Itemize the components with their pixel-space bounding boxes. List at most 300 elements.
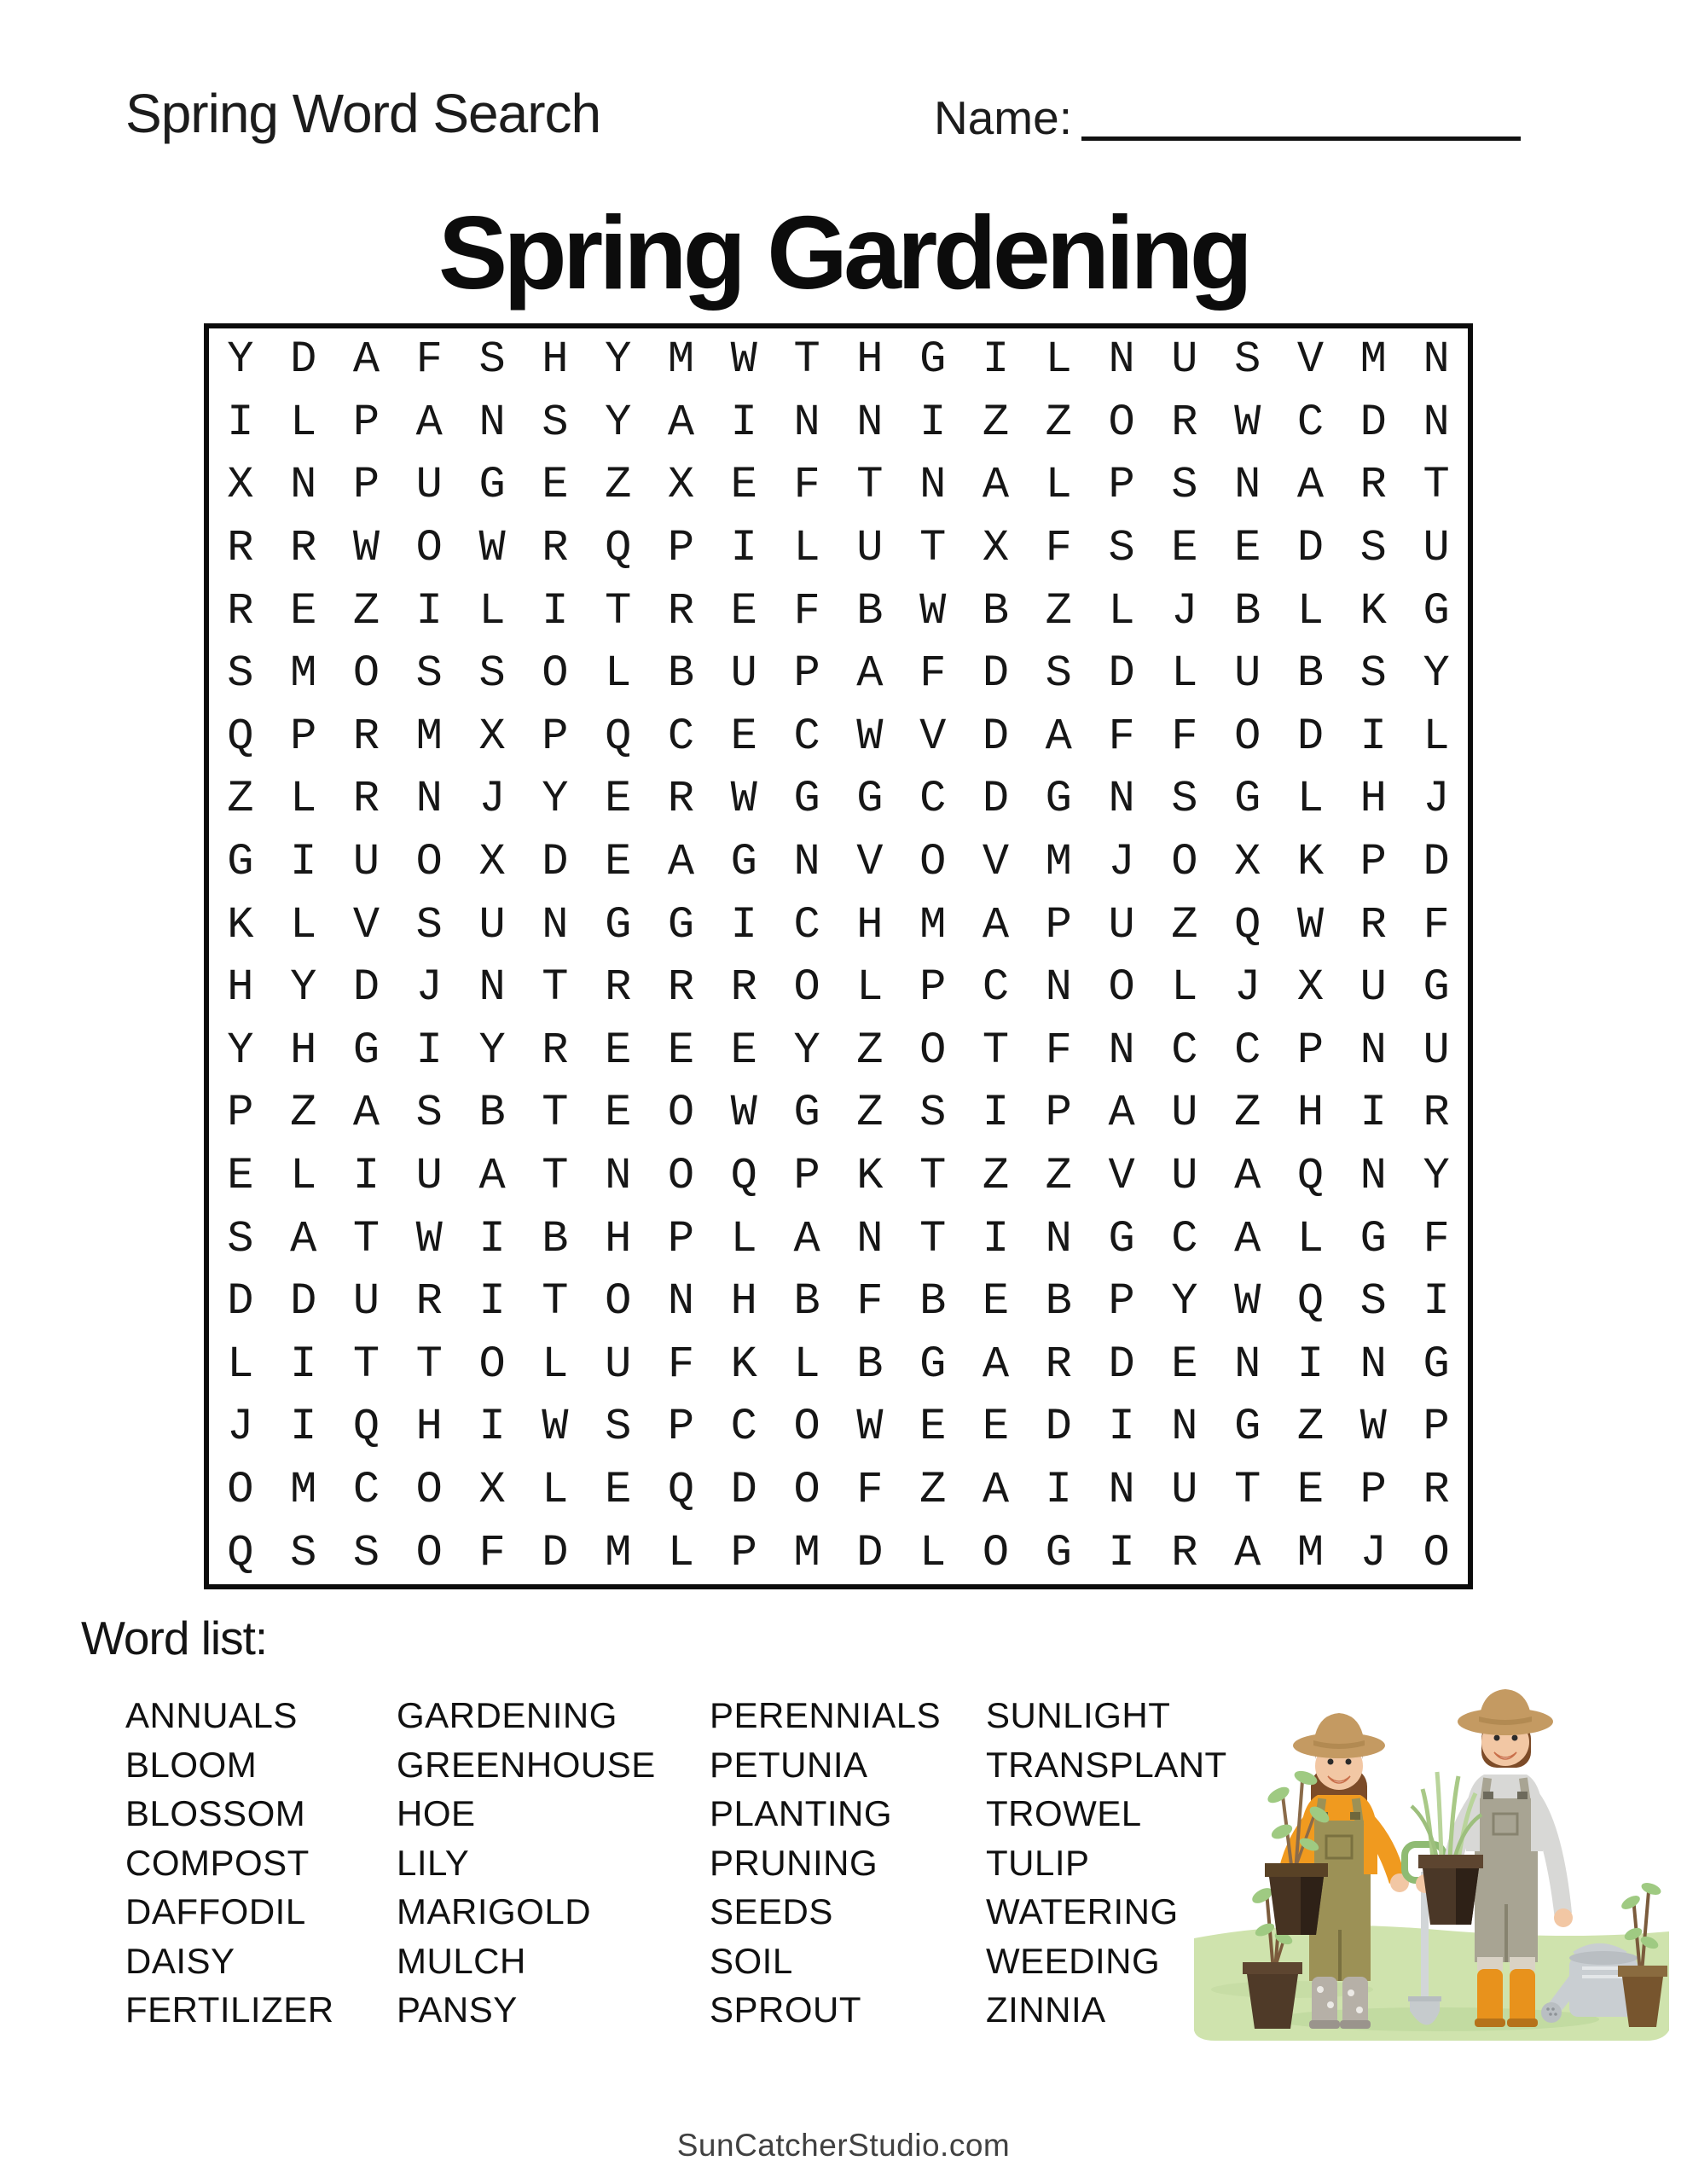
grid-letter: E (290, 585, 317, 636)
grid-letter: R (290, 523, 317, 574)
grid-letter: S (1171, 774, 1198, 825)
grid-letter: P (1108, 460, 1135, 511)
grid-letter: O (919, 1025, 947, 1076)
grid-letter: N (1108, 1025, 1135, 1076)
grid-letter: E (982, 1276, 1010, 1327)
grid-letter: K (1359, 585, 1387, 636)
grid-letter: H (1296, 1088, 1325, 1139)
word-list-item: PETUNIA (710, 1744, 868, 1785)
grid-letter: Q (667, 1465, 695, 1516)
grid-letter: E (1171, 1339, 1198, 1390)
grid-letter: R (352, 774, 380, 825)
grid-letter: O (667, 1088, 695, 1139)
grid-letter: F (1423, 1213, 1450, 1264)
grid-letter: Z (1171, 899, 1198, 950)
grid-letter: Q (227, 1527, 254, 1578)
grid-letter: Z (1045, 1151, 1072, 1202)
grid-letter: G (1423, 585, 1450, 636)
grid-letter: O (415, 837, 443, 888)
grid-letter: R (1359, 899, 1387, 950)
grid-letter: H (856, 334, 884, 386)
grid-letter: A (352, 1088, 380, 1139)
grid-letter: D (982, 648, 1010, 700)
grid-letter: Y (1423, 1151, 1450, 1202)
grid-letter: B (1045, 1276, 1072, 1327)
grid-letter: E (605, 1465, 632, 1516)
grid-letter: P (290, 711, 317, 762)
grid-letter: E (667, 1025, 695, 1076)
grid-letter: P (667, 1213, 695, 1264)
word-list-item: MARIGOLD (397, 1891, 592, 1931)
grid-letter: M (415, 711, 443, 762)
grid-letter: J (1423, 774, 1450, 825)
grid-letter: I (1423, 1276, 1450, 1327)
grid-letter: B (856, 585, 884, 636)
grid-letter: L (290, 774, 317, 825)
grid-letter: Q (605, 523, 632, 574)
grid-letter: D (1359, 397, 1387, 448)
grid-letter: G (352, 1025, 380, 1076)
grid-letter: F (793, 585, 820, 636)
grid-letter: Y (1423, 648, 1450, 700)
word-list-item: BLOOM (125, 1744, 258, 1785)
grid-letter: G (667, 899, 695, 950)
grid-letter: G (1234, 774, 1261, 825)
grid-letter: S (1234, 334, 1261, 386)
word-list-item: LILY (397, 1842, 470, 1883)
grid-letter: R (1359, 460, 1387, 511)
grid-letter: L (290, 899, 317, 950)
grid-letter: L (856, 962, 884, 1014)
grid-letter: W (1234, 1276, 1261, 1327)
grid-letter: C (793, 899, 820, 950)
grid-letter: X (1296, 962, 1325, 1014)
grid-letter: U (1171, 1465, 1198, 1516)
grid-letter: L (793, 1339, 820, 1390)
grid-letter: R (227, 523, 254, 574)
grid-letter: C (982, 962, 1010, 1014)
grid-letter: F (1423, 899, 1450, 950)
grid-letter: R (352, 711, 380, 762)
grid-letter: K (730, 1339, 757, 1390)
grid-letter: N (1359, 1339, 1387, 1390)
grid-letter: T (856, 460, 884, 511)
grid-letter: D (856, 1527, 884, 1578)
grid-letter: L (605, 648, 632, 700)
grid-letter: O (919, 837, 947, 888)
grid-letter: W (478, 523, 506, 574)
grid-letter: C (919, 774, 947, 825)
grid-letter: B (542, 1213, 569, 1264)
grid-letter: O (478, 1339, 506, 1390)
word-list-item: SEEDS (710, 1891, 833, 1931)
grid-letter: X (478, 1465, 506, 1516)
word-search-grid (204, 323, 1473, 1589)
grid-letter: L (290, 1151, 317, 1202)
grid-letter: A (856, 648, 884, 700)
grid-letter: U (1171, 1151, 1198, 1202)
grid-letter: T (352, 1339, 380, 1390)
grid-letter: Y (227, 334, 254, 386)
word-list-item: PRUNING (710, 1842, 878, 1883)
word-list-item: SPROUT (710, 1989, 862, 2030)
grid-letter: I (1045, 1465, 1072, 1516)
word-list-item: GREENHOUSE (397, 1744, 656, 1785)
grid-letter: M (667, 334, 695, 386)
grid-letter: P (227, 1088, 254, 1139)
grid-letter: A (290, 1213, 317, 1264)
grid-letter: U (415, 1151, 443, 1202)
grid-letter: O (793, 962, 820, 1014)
grid-letter: F (919, 648, 947, 700)
grid-letter: I (1359, 1088, 1387, 1139)
grid-letter: J (415, 962, 443, 1014)
grid-letter: I (1359, 711, 1387, 762)
grid-letter: F (1108, 711, 1135, 762)
grid-letter: F (667, 1339, 695, 1390)
grid-letter: D (1108, 1339, 1135, 1390)
grid-letter: E (730, 1025, 757, 1076)
grid-letter: N (1108, 1465, 1135, 1516)
grid-letter: M (290, 1465, 317, 1516)
grid-letter: U (1108, 899, 1135, 950)
grid-letter: E (730, 460, 757, 511)
grid-letter: S (352, 1527, 380, 1578)
grid-letter: Z (352, 585, 380, 636)
grid-letter: I (730, 523, 757, 574)
grid-letter: U (1423, 1025, 1450, 1076)
grid-letter: H (415, 1402, 443, 1453)
word-list-item: SUNLIGHT (986, 1695, 1171, 1735)
grid-letter: C (1171, 1213, 1198, 1264)
grid-letter: N (290, 460, 317, 511)
grid-letter: P (793, 648, 820, 700)
grid-letter: P (352, 397, 380, 448)
grid-letter: G (730, 837, 757, 888)
word-list-item: HOE (397, 1793, 476, 1833)
grid-letter: T (919, 1151, 947, 1202)
grid-letter: N (605, 1151, 632, 1202)
grid-letter: S (1359, 523, 1387, 574)
grid-letter: F (856, 1276, 884, 1327)
grid-letter: G (227, 837, 254, 888)
grid-letter: M (605, 1527, 632, 1578)
grid-letter: P (1296, 1025, 1325, 1076)
grid-letter: N (667, 1276, 695, 1327)
grid-letter: D (1296, 711, 1325, 762)
grid-letter: X (1234, 837, 1261, 888)
sun-hat (1293, 1713, 1385, 1758)
grid-letter: A (1045, 711, 1072, 762)
grid-letter: K (1296, 837, 1325, 888)
grid-letter: W (730, 334, 757, 386)
grid-letter: B (1234, 585, 1261, 636)
grid-letter: Y (1171, 1276, 1198, 1327)
grid-letter: L (478, 585, 506, 636)
grid-letter: B (919, 1276, 947, 1327)
word-list-item: PLANTING (710, 1793, 893, 1833)
grid-letter: L (1423, 711, 1450, 762)
grid-letter: V (856, 837, 884, 888)
grid-letter: I (1108, 1402, 1135, 1453)
name-blank-line (1081, 136, 1521, 141)
grid-letter: P (667, 1402, 695, 1453)
word-list-item: ZINNIA (986, 1989, 1106, 2030)
grid-letter: A (793, 1213, 820, 1264)
grid-letter: I (730, 397, 757, 448)
grid-letter: N (478, 962, 506, 1014)
grid-letter: Q (1296, 1151, 1325, 1202)
grid-letter: R (1171, 1527, 1198, 1578)
grid-letter: U (856, 523, 884, 574)
grid-letter: W (730, 1088, 757, 1139)
grid-letter: L (1296, 1213, 1325, 1264)
grid-letter: Z (290, 1088, 317, 1139)
grid-letter: I (290, 1339, 317, 1390)
grid-letter: Y (478, 1025, 506, 1076)
grid-letter: J (1359, 1527, 1387, 1578)
grid-letter: N (1359, 1151, 1387, 1202)
grid-letter: O (605, 1276, 632, 1327)
grid-letter: L (1045, 460, 1072, 511)
grid-letter: A (1234, 1527, 1261, 1578)
grid-letter: P (542, 711, 569, 762)
grid-letter: I (227, 397, 254, 448)
grid-letter: T (415, 1339, 443, 1390)
grid-letter: G (1359, 1213, 1387, 1264)
grid-letter: R (667, 585, 695, 636)
grid-letter: D (730, 1465, 757, 1516)
grid-letter: G (1045, 774, 1072, 825)
grid-letter: A (1296, 460, 1325, 511)
grid-letter: O (982, 1527, 1010, 1578)
word-list-item: COMPOST (125, 1842, 310, 1883)
grid-letter: S (605, 1402, 632, 1453)
grid-letter: I (919, 397, 947, 448)
grid-letter: I (478, 1402, 506, 1453)
grid-letter: L (793, 523, 820, 574)
grid-letter: Y (290, 962, 317, 1014)
grid-letter: T (793, 334, 820, 386)
grid-letter: Y (542, 774, 569, 825)
grid-letter: M (793, 1527, 820, 1578)
grid-letter: G (605, 899, 632, 950)
grid-letter: E (605, 837, 632, 888)
word-list-item: PERENNIALS (710, 1695, 942, 1735)
grid-letter: I (730, 899, 757, 950)
grid-letter: L (1296, 585, 1325, 636)
grid-letter: S (1359, 648, 1387, 700)
grid-letter: N (793, 397, 820, 448)
grid-letter: A (352, 334, 380, 386)
grid-letter: E (919, 1402, 947, 1453)
grid-letter: E (730, 711, 757, 762)
grid-letter: P (1359, 837, 1387, 888)
grid-letter: V (1108, 1151, 1135, 1202)
grid-letter: B (667, 648, 695, 700)
grid-letter: S (227, 648, 254, 700)
grid-letter: U (1171, 334, 1198, 386)
grid-letter: I (1296, 1339, 1325, 1390)
grid-letter: J (1234, 962, 1261, 1014)
grid-letter: D (1045, 1402, 1072, 1453)
grid-letter: S (1045, 648, 1072, 700)
grid-letter: P (1108, 1276, 1135, 1327)
grid-letter: S (1108, 523, 1135, 574)
word-list-item: PANSY (397, 1989, 518, 2030)
grid-letter: I (290, 837, 317, 888)
grid-letter: D (1296, 523, 1325, 574)
grid-letter: R (542, 1025, 569, 1076)
grid-letter: S (542, 397, 569, 448)
grid-letter: D (1423, 837, 1450, 888)
grid-letter: U (352, 837, 380, 888)
grid-letter: P (730, 1527, 757, 1578)
grid-letter: D (227, 1276, 254, 1327)
grid-letter: R (1171, 397, 1198, 448)
puzzle-title: Spring Gardening (438, 195, 1249, 311)
grid-letter: A (478, 1151, 506, 1202)
grid-letter: O (1108, 397, 1135, 448)
grid-letter: I (415, 1025, 443, 1076)
grid-letter: Z (1045, 397, 1072, 448)
grid-letter: G (478, 460, 506, 511)
grid-letter: T (919, 1213, 947, 1264)
grid-letter: P (667, 523, 695, 574)
grid-letter: Y (605, 397, 632, 448)
grid-letter: J (478, 774, 506, 825)
grid-letter: G (793, 1088, 820, 1139)
grid-letter: T (542, 1088, 569, 1139)
grid-letter: Q (227, 711, 254, 762)
grid-letter: F (856, 1465, 884, 1516)
grid-letter: Z (982, 397, 1010, 448)
grid-letter: J (1171, 585, 1198, 636)
grid-letter: D (982, 711, 1010, 762)
grid-letter: U (1171, 1088, 1198, 1139)
grid-letter: R (1045, 1339, 1072, 1390)
word-list-item: GARDENING (397, 1695, 617, 1735)
grid-letter: T (982, 1025, 1010, 1076)
grid-letter: M (919, 899, 947, 950)
grid-letter: C (730, 1402, 757, 1453)
grid-letter: A (982, 1339, 1010, 1390)
grid-letter: D (1108, 648, 1135, 700)
grid-letter: Z (1045, 585, 1072, 636)
grid-letter: D (290, 334, 317, 386)
word-list-column (125, 1691, 334, 2035)
grid-letter: Y (793, 1025, 820, 1076)
grid-letter: I (542, 585, 569, 636)
grid-letter: I (478, 1276, 506, 1327)
grid-letter: O (415, 523, 443, 574)
grid-letter: Z (919, 1465, 947, 1516)
grid-letter: P (352, 460, 380, 511)
grid-letter: A (982, 460, 1010, 511)
grid-letter: H (542, 334, 569, 386)
grid-letter: W (856, 1402, 884, 1453)
grid-letter: A (415, 397, 443, 448)
grid-letter: V (982, 837, 1010, 888)
grid-letter: R (1423, 1465, 1450, 1516)
grid-letter: V (352, 899, 380, 950)
grid-letter: T (919, 523, 947, 574)
grid-letter: T (1423, 460, 1450, 511)
grid-letter: W (352, 523, 380, 574)
grid-letter: H (290, 1025, 317, 1076)
grid-letter: P (919, 962, 947, 1014)
grid-letter: E (1296, 1465, 1325, 1516)
grid-letter: L (542, 1339, 569, 1390)
word-list-item: BLOSSOM (125, 1793, 306, 1833)
grid-letter: O (415, 1527, 443, 1578)
grid-letter: L (1108, 585, 1135, 636)
grid-letter: W (1234, 397, 1261, 448)
word-list-item: DAFFODIL (125, 1891, 306, 1931)
grid-letter: S (415, 648, 443, 700)
grid-letter: S (227, 1213, 254, 1264)
grid-letter: Z (856, 1088, 884, 1139)
grid-letter: E (227, 1151, 254, 1202)
grid-letter: L (227, 1339, 254, 1390)
grid-letter: K (856, 1151, 884, 1202)
grid-letter: G (793, 774, 820, 825)
grid-letter: U (352, 1276, 380, 1327)
grid-letter: M (1359, 334, 1387, 386)
grid-letter: N (1423, 397, 1450, 448)
grid-letter: E (605, 1025, 632, 1076)
grid-letter: N (1359, 1025, 1387, 1076)
grid-letter: H (856, 899, 884, 950)
grid-letter: R (730, 962, 757, 1014)
grid-letter: E (1234, 523, 1261, 574)
grid-letter: H (730, 1276, 757, 1327)
grid-letter: A (982, 1465, 1010, 1516)
grid-letter: B (856, 1339, 884, 1390)
grid-letter: H (227, 962, 254, 1014)
grid-letter: O (1234, 711, 1261, 762)
grid-letter: I (982, 1213, 1010, 1264)
grid-letter: F (478, 1527, 506, 1578)
grid-letter: R (227, 585, 254, 636)
grid-letter: E (605, 774, 632, 825)
grid-letter: N (856, 1213, 884, 1264)
grid-letter: C (352, 1465, 380, 1516)
grid-letter: P (1359, 1465, 1387, 1516)
grid-letter: O (667, 1151, 695, 1202)
grid-letter: G (1045, 1527, 1072, 1578)
grid-letter: S (1359, 1276, 1387, 1327)
grid-letter: Q (730, 1151, 757, 1202)
grid-letter: R (667, 774, 695, 825)
grid-letter: G (856, 774, 884, 825)
grid-letter: D (542, 837, 569, 888)
grid-letter: L (290, 397, 317, 448)
grid-letter: T (352, 1213, 380, 1264)
grid-letter: A (667, 397, 695, 448)
grid-letter: A (1234, 1151, 1261, 1202)
grid-letter: S (415, 899, 443, 950)
grid-letter: Z (227, 774, 254, 825)
grid-letter: X (478, 837, 506, 888)
grid-letter: R (605, 962, 632, 1014)
grid-letter: O (1171, 837, 1198, 888)
grid-letter: G (1423, 1339, 1450, 1390)
grid-letter: Q (352, 1402, 380, 1453)
grid-letter: I (478, 1213, 506, 1264)
grid-letter: L (1296, 774, 1325, 825)
word-list-item: WATERING (986, 1891, 1179, 1931)
